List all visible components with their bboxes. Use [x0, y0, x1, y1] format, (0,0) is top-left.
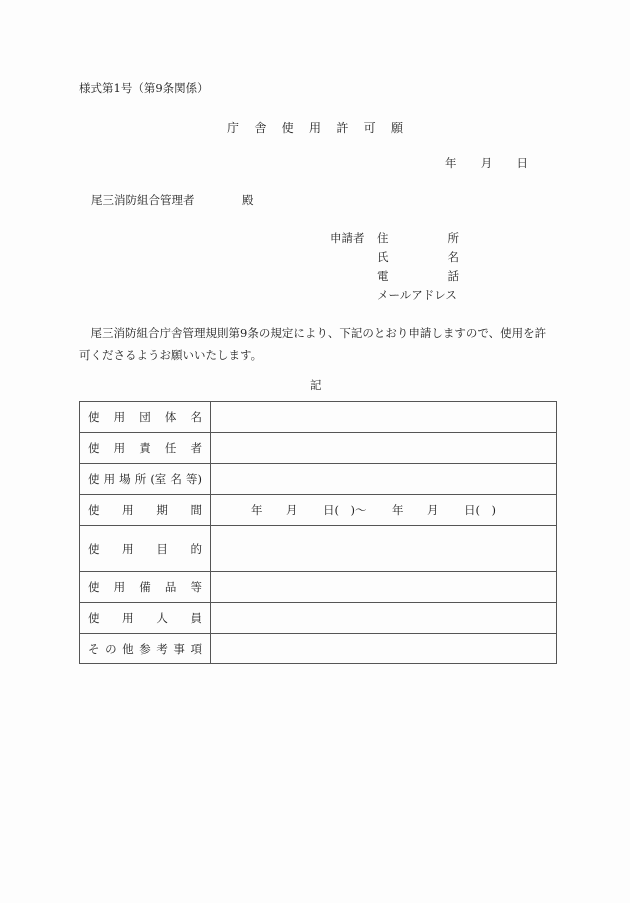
row-label: 使 用 場 所 (室 名 等) — [80, 464, 211, 495]
table-row — [80, 433, 557, 464]
applicant-label: 申請者 — [330, 231, 365, 245]
ki-heading: 記 — [310, 378, 322, 392]
table-row — [80, 634, 557, 664]
row-value-field[interactable] — [211, 572, 557, 603]
form-number: 様式第1号（第9条関係） — [79, 81, 209, 95]
row-label: 使 用 責 任 者 — [80, 433, 211, 464]
addressee-name: 尾三消防組合管理者 — [91, 193, 195, 207]
date-day-label: 日 — [516, 156, 528, 170]
row-label: 使 用 備 品 等 — [80, 572, 211, 603]
row-label: 使 用 目 的 — [80, 526, 211, 572]
body-line-2: 可くださるようお願いいたします。 — [79, 348, 263, 362]
title-char: 許 — [336, 121, 349, 135]
row-label: 使 用 期 間 — [80, 495, 211, 526]
date-month-label: 月 — [480, 156, 493, 170]
row-value-field[interactable] — [211, 433, 557, 464]
table-row — [80, 402, 557, 433]
addressee — [91, 192, 195, 208]
row-label: そ の 他 参 考 事 項 — [80, 634, 211, 664]
row-value-field[interactable] — [211, 634, 557, 664]
title-char: 舎 — [254, 121, 267, 135]
row-value-field[interactable] — [211, 464, 557, 495]
title-char: 可 — [363, 121, 376, 135]
title-char: 使 — [281, 121, 294, 135]
applicant-field-label: 氏 名 — [377, 250, 459, 264]
table-row — [80, 603, 557, 634]
date-line — [445, 155, 535, 171]
table-row — [80, 464, 557, 495]
applicant-field-label: 電 話 — [377, 269, 459, 283]
addressee-honorific: 殿 — [242, 193, 254, 207]
applicant-fields — [377, 230, 459, 306]
row-label: 使 用 団 体 名 — [80, 402, 211, 433]
page-title — [227, 119, 403, 136]
title-char: 庁 — [227, 121, 240, 135]
row-label: 使 用 人 員 — [80, 603, 211, 634]
application-table — [79, 401, 557, 664]
table-row — [80, 572, 557, 603]
date-year-label: 年 — [445, 156, 457, 170]
table-row — [80, 526, 557, 572]
title-char: 用 — [308, 121, 321, 135]
title-char: 願 — [390, 121, 403, 135]
row-value-field[interactable] — [211, 402, 557, 433]
body-text — [79, 322, 546, 366]
table-row — [80, 495, 557, 526]
body-line-1: 尾三消防組合庁舎管理規則第9条の規定により、下記のとおり申請しますので、使用を許 — [79, 326, 547, 340]
applicant-field-label: メールアドレス — [377, 288, 457, 302]
row-value-field[interactable] — [211, 603, 557, 634]
row-value-field[interactable] — [211, 526, 557, 572]
row-value-field[interactable]: 年 月 日( )～ 年 月 日( ) — [211, 495, 557, 526]
applicant-field-label: 住 所 — [377, 231, 459, 245]
